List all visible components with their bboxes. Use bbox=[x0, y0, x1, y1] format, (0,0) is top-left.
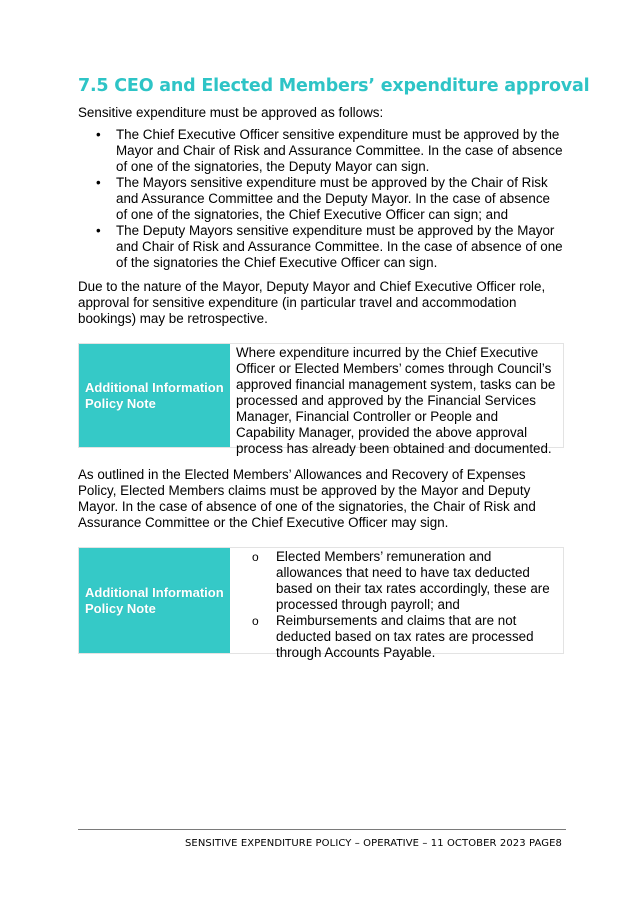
circle-bullet-icon: o bbox=[252, 550, 259, 564]
policy-note-box-2 bbox=[78, 547, 564, 660]
policy-note-list bbox=[230, 548, 563, 660]
retrospective-paragraph: Due to the nature of the Mayor, Deputy Mayor and Chief Executive Officer role, approval for sensitive expenditure (in particular travel and accommodation bookings) may be retrospective. bbox=[78, 279, 546, 326]
page-footer: SENSITIVE EXPENDITURE POLICY – OPERATIVE – 11 OCTOBER 2023 PAGE8 bbox=[184, 838, 562, 849]
policy-note-text: Where expenditure incurred by the Chief Executive Officer or Elected Members’ comes through Council’s approved financial management system, tasks can be processed and approved by the Financial Services Manager, Financial Controller or People and Capability Manager, provided the above approval process has already been obtained and documented. bbox=[236, 345, 556, 456]
sub-bullet-item: o Elected Members’ remuneration and allowances that need to have tax deducted based on their tax rates accordingly, these are processed through payroll; and bbox=[252, 549, 550, 612]
policy-note-label: Additional Information Policy Note bbox=[79, 548, 230, 653]
bullet-icon: • bbox=[96, 127, 101, 142]
sub-bullet-item: o Reimbursements and claims that are not deducted based on tax rates are processed through Accounts Payable. bbox=[252, 613, 534, 660]
policy-note-label: Additional Information Policy Note bbox=[79, 344, 230, 447]
bullet-icon: • bbox=[96, 175, 101, 190]
bullet-icon: • bbox=[96, 223, 101, 238]
approval-bullet-list bbox=[93, 127, 563, 271]
intro-paragraph: Sensitive expenditure must be approved as follows: bbox=[78, 105, 384, 120]
claims-paragraph: As outlined in the Elected Members’ Allowances and Recovery of Expenses Policy, Elected Members claims must be approved by the Mayor and Deputy Mayor. In the case of absence of one of the signatories, the Chair of Risk and Assurance Committee or the Chief Executive Officer may sign. bbox=[78, 467, 536, 530]
bullet-item: • The Deputy Mayors sensitive expenditure must be approved by the Mayor and Chair of Risk and Assurance Committee. In the case of absence of one of the signatories the Chief Executive Officer can sign. bbox=[96, 223, 563, 270]
policy-note-box-1 bbox=[78, 343, 564, 456]
bullet-item: • The Chief Executive Officer sensitive expenditure must be approved by the Mayor and Chair of Risk and Assurance Committee. In the case of absence of one of the signatories, the Deputy Mayor can sign. bbox=[96, 127, 563, 174]
circle-bullet-icon: o bbox=[252, 614, 259, 628]
section-heading: 7.5 CEO and Elected Members’ expenditure approval bbox=[78, 76, 590, 96]
bullet-item: • The Mayors sensitive expenditure must be approved by the Chair of Risk and Assurance Committee and the Deputy Mayor. In the case of absence of one of the signatories, the Chief Executive Officer can sign; and bbox=[96, 175, 550, 222]
footer-divider bbox=[78, 829, 566, 830]
